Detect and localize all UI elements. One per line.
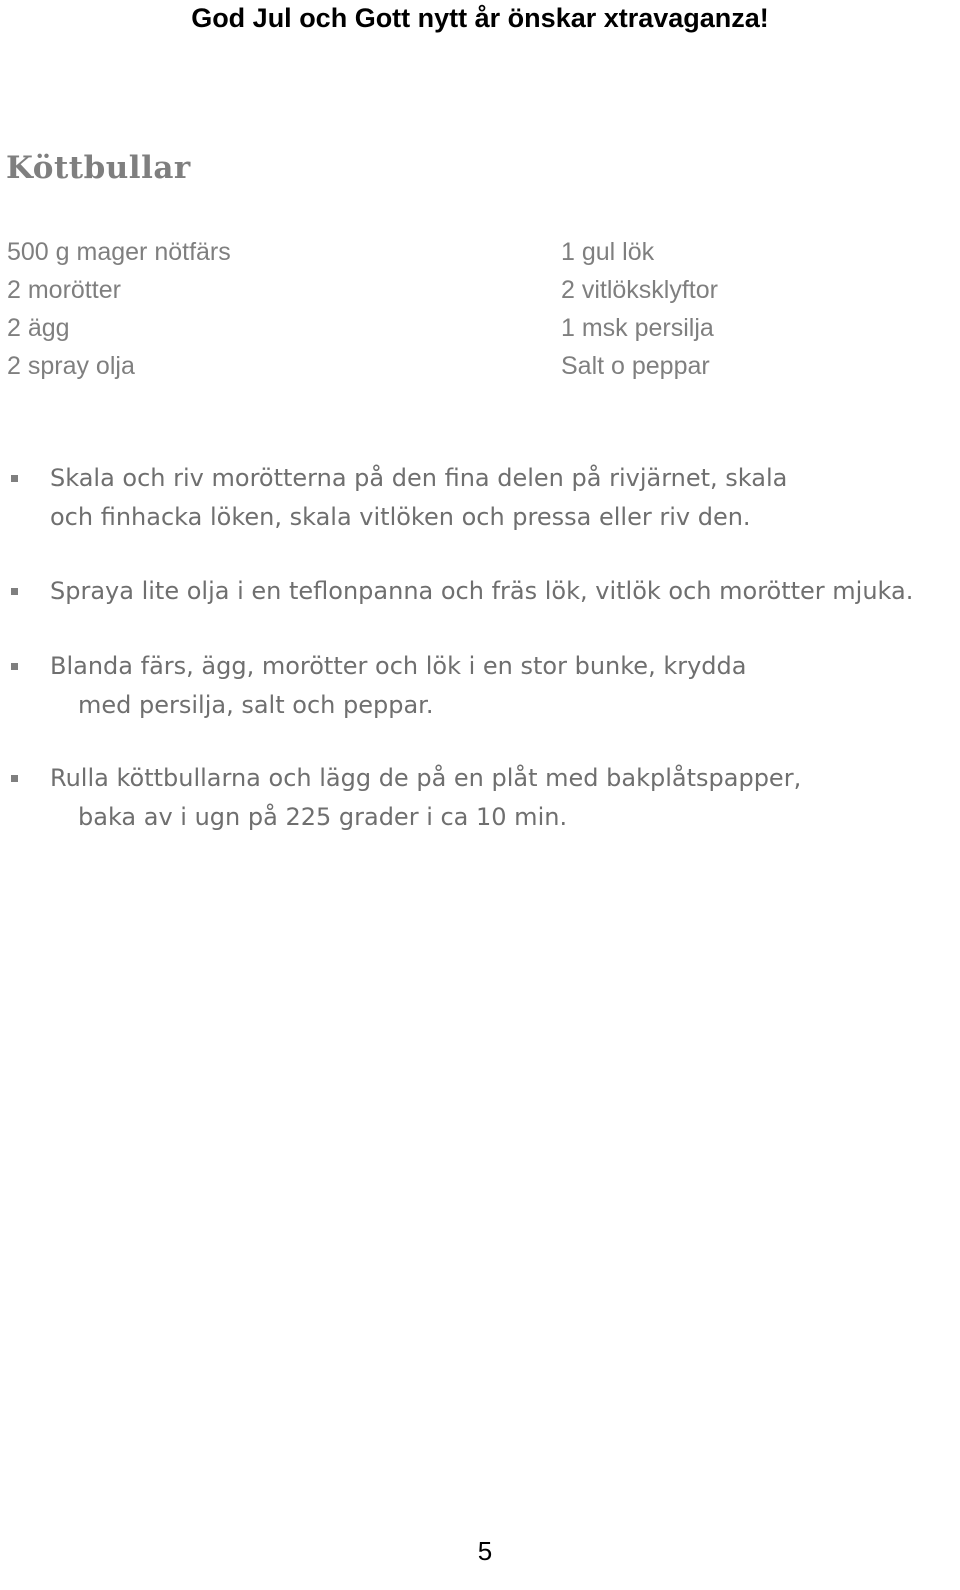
header-greeting: God Jul och Gott nytt år önskar xtravaganza! bbox=[191, 3, 769, 33]
ingredient-item: Salt o peppar bbox=[561, 352, 710, 380]
ingredients-left-column bbox=[7, 233, 231, 385]
ingredient-item: 2 spray olja bbox=[7, 352, 135, 380]
ingredient-item: 1 gul lök bbox=[561, 238, 655, 266]
ingredient-item: 2 ägg bbox=[7, 314, 70, 342]
ingredient-item: 2 morötter bbox=[7, 276, 121, 304]
ingredients-right-column bbox=[561, 233, 718, 385]
step-line: Skala och riv morötterna på den fina delen på rivjärnet, skala bbox=[50, 464, 788, 492]
page-header bbox=[0, 0, 960, 36]
ingredient-item: 2 vitlöksklyftor bbox=[561, 276, 718, 304]
square-bullet-icon bbox=[11, 775, 18, 782]
step-line: Spraya lite olja i en teflonpanna och fräs lök, vitlök och morötter mjuka. bbox=[50, 577, 914, 605]
square-bullet-icon bbox=[11, 475, 18, 482]
ingredient-item: 500 g mager nötfärs bbox=[7, 238, 231, 266]
step-text bbox=[50, 759, 801, 837]
step-line: Blanda färs, ägg, morötter och lök i en stor bunke, krydda bbox=[50, 652, 747, 680]
step-line: och finhacka löken, skala vitlöken och pressa eller riv den. bbox=[50, 503, 751, 531]
step-line: med persilja, salt och peppar. bbox=[78, 691, 434, 719]
step-text bbox=[50, 459, 787, 537]
step-text bbox=[50, 572, 913, 611]
step-line: Rulla köttbullarna och lägg de på en plåt med bakplåtspapper, bbox=[50, 764, 802, 792]
step-text bbox=[50, 647, 746, 725]
square-bullet-icon bbox=[11, 663, 18, 670]
step-line: baka av i ugn på 225 grader i ca 10 min. bbox=[78, 803, 568, 831]
ingredient-item: 1 msk persilja bbox=[561, 314, 714, 342]
square-bullet-icon bbox=[11, 588, 18, 595]
page-number: 5 bbox=[477, 1536, 493, 1566]
recipe-title: Köttbullar bbox=[6, 150, 191, 186]
